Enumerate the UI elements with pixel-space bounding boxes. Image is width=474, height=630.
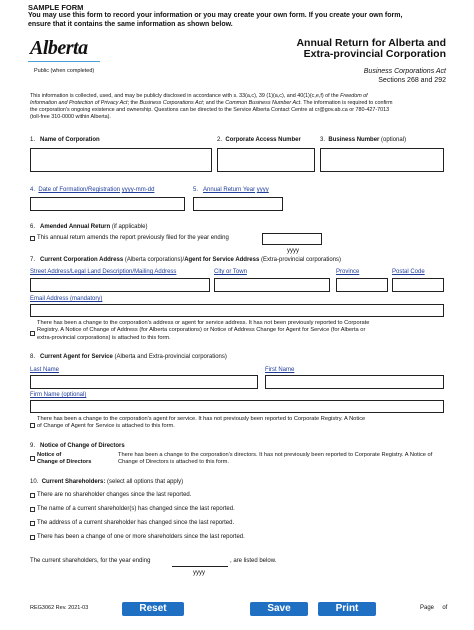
section-9-label: 9. Notice of Change of Directors <box>30 443 125 449</box>
section-1-label: 1. Name of Corporation <box>30 137 100 143</box>
section-6-label: 6. Amended Annual Return (if applicable) <box>30 224 148 230</box>
address-change-note: There has been a change to the corporation's address or agent for service address. It has not been previously reported to Corporate Registry. A Notice of Change of Address (for Alberta corporations) or Notice of Address Change for Agent for Service (for Alberta or extra-provincial corporations) is attached to this form. <box>37 320 370 341</box>
directors-change-checkbox[interactable] <box>30 456 35 461</box>
public-notice: Public (when completed) <box>34 68 95 74</box>
amended-year-hint: yyyy <box>287 248 299 254</box>
shareholders-year-hint: yyyy <box>193 570 205 576</box>
shareholder-name-changed-text: The name of a current shareholder(s) has changed since the last reported. <box>37 506 235 512</box>
act-sections: Sections 268 and 292 <box>378 77 446 84</box>
section-9-sublabel: Notice of Change of Directors <box>37 452 92 466</box>
no-shareholder-changes-text: There are no shareholder changes since the last reported. <box>37 492 192 498</box>
section-10-label: 10. Current Shareholders: (select all options that apply) <box>30 479 184 485</box>
corporation-name-field[interactable] <box>30 148 212 172</box>
email-field[interactable] <box>30 304 444 317</box>
province-label: Province <box>336 269 360 275</box>
agent-change-note: There has been a change to the corporation's agent for service. It has not previously been reported to Corporate Registry. A Notice of Change of Agent for Service is attached to this form. <box>37 416 366 430</box>
agent-change-checkbox[interactable] <box>30 423 35 428</box>
reset-button[interactable]: Reset <box>122 602 184 616</box>
city-field[interactable] <box>214 278 330 292</box>
amended-return-text: This annual return amends the report previously filed for the year ending <box>37 235 229 241</box>
form-title-line2: Extra-provincial Corporation <box>303 48 446 60</box>
alberta-logo: Alberta <box>30 37 88 59</box>
act-name: Business Corporations Act <box>363 68 446 75</box>
page-counter: Page of <box>420 605 448 611</box>
province-field[interactable] <box>336 278 388 292</box>
postal-code-field[interactable] <box>392 278 444 292</box>
section-7-label: 7. Current Corporation Address (Alberta corporations)/Agent for Service Address (Extra-provincial corporations) <box>30 257 342 263</box>
date-of-formation-field[interactable] <box>30 197 185 211</box>
street-address-label: Street Address/Legal Land Description/Mailing Address <box>30 269 177 275</box>
save-button[interactable]: Save <box>250 602 308 616</box>
shareholders-year-field[interactable] <box>172 555 228 567</box>
first-name-label: First Name <box>265 367 295 373</box>
last-name-field[interactable] <box>30 375 258 389</box>
annual-return-year-field[interactable] <box>193 197 283 211</box>
corporate-access-number-field[interactable] <box>217 148 315 172</box>
sample-form-line2: ensure that it contains the same information as shown below. <box>28 21 233 28</box>
email-label: Email Address (mandatory) <box>30 296 103 302</box>
firm-name-label: Firm Name (optional) <box>30 392 87 398</box>
section-4-label: 4. Date of Formation/Registration yyyy-mm-dd <box>30 187 155 193</box>
firm-name-field[interactable] <box>30 400 444 413</box>
directors-change-note: There has been a change to the corporation's directors. It has not previously been reported to Corporate Registry. A Notice of Change of Directors is attached to this form. <box>118 452 433 466</box>
shareholder-address-changed-checkbox[interactable] <box>30 521 35 526</box>
shareholder-change-text: There has been a change of one or more shareholders since the last reported. <box>37 534 245 540</box>
shareholder-name-changed-checkbox[interactable] <box>30 507 35 512</box>
logo-underline <box>28 61 100 62</box>
shareholders-year-text-a: The current shareholders, for the year ending <box>30 558 151 564</box>
section-8-label: 8. Current Agent for Service (Alberta and Extra-provincial corporations) <box>30 354 227 360</box>
business-number-field[interactable] <box>320 148 444 172</box>
street-address-field[interactable] <box>30 278 210 292</box>
no-shareholder-changes-checkbox[interactable] <box>30 493 35 498</box>
address-change-checkbox[interactable] <box>30 331 35 336</box>
sample-form-title: SAMPLE FORM <box>28 3 84 12</box>
first-name-field[interactable] <box>265 375 444 389</box>
section-2-label: 2. Corporate Access Number <box>217 137 301 143</box>
sample-form-line1: You may use this form to record your information or you may create your own form. If you create your own form, <box>28 12 403 19</box>
shareholder-change-checkbox[interactable] <box>30 535 35 540</box>
section-3-label: 3. Business Number (optional) <box>320 137 407 143</box>
shareholder-address-changed-text: The address of a current shareholder has changed since the last reported. <box>37 520 235 526</box>
shareholders-year-text-b: , are listed below. <box>230 558 277 564</box>
amended-year-field[interactable] <box>262 233 322 245</box>
section-5-label: 5. Annual Return Year yyyy <box>193 187 269 193</box>
amended-return-checkbox[interactable] <box>30 236 35 241</box>
form-id: REG3062 Rev. 2021-03 <box>30 605 89 611</box>
last-name-label: Last Name <box>30 367 60 373</box>
city-label: City or Town <box>214 269 247 275</box>
print-button[interactable]: Print <box>318 602 376 616</box>
postal-code-label: Postal Code <box>392 269 425 275</box>
privacy-notice: This information is collected, used, and may be publicly disclosed in accordance with s. 33(a,c), 39 (1)(a,c), and 40(1)(c,e,f) of the Freedom of Information and Protection of Privacy Act; the Business Corporations Act; and the Common Business Number Act. The information is required to confirm the corporation's ongoing existence and ownership. Questions can be directed to the Service Alberta Contact Centre at cr@gov.ab.ca or 780-427-7013 (toll-free 310-0000 within Alberta). <box>30 93 393 120</box>
form-title-line1: Annual Return for Alberta and <box>296 37 446 49</box>
